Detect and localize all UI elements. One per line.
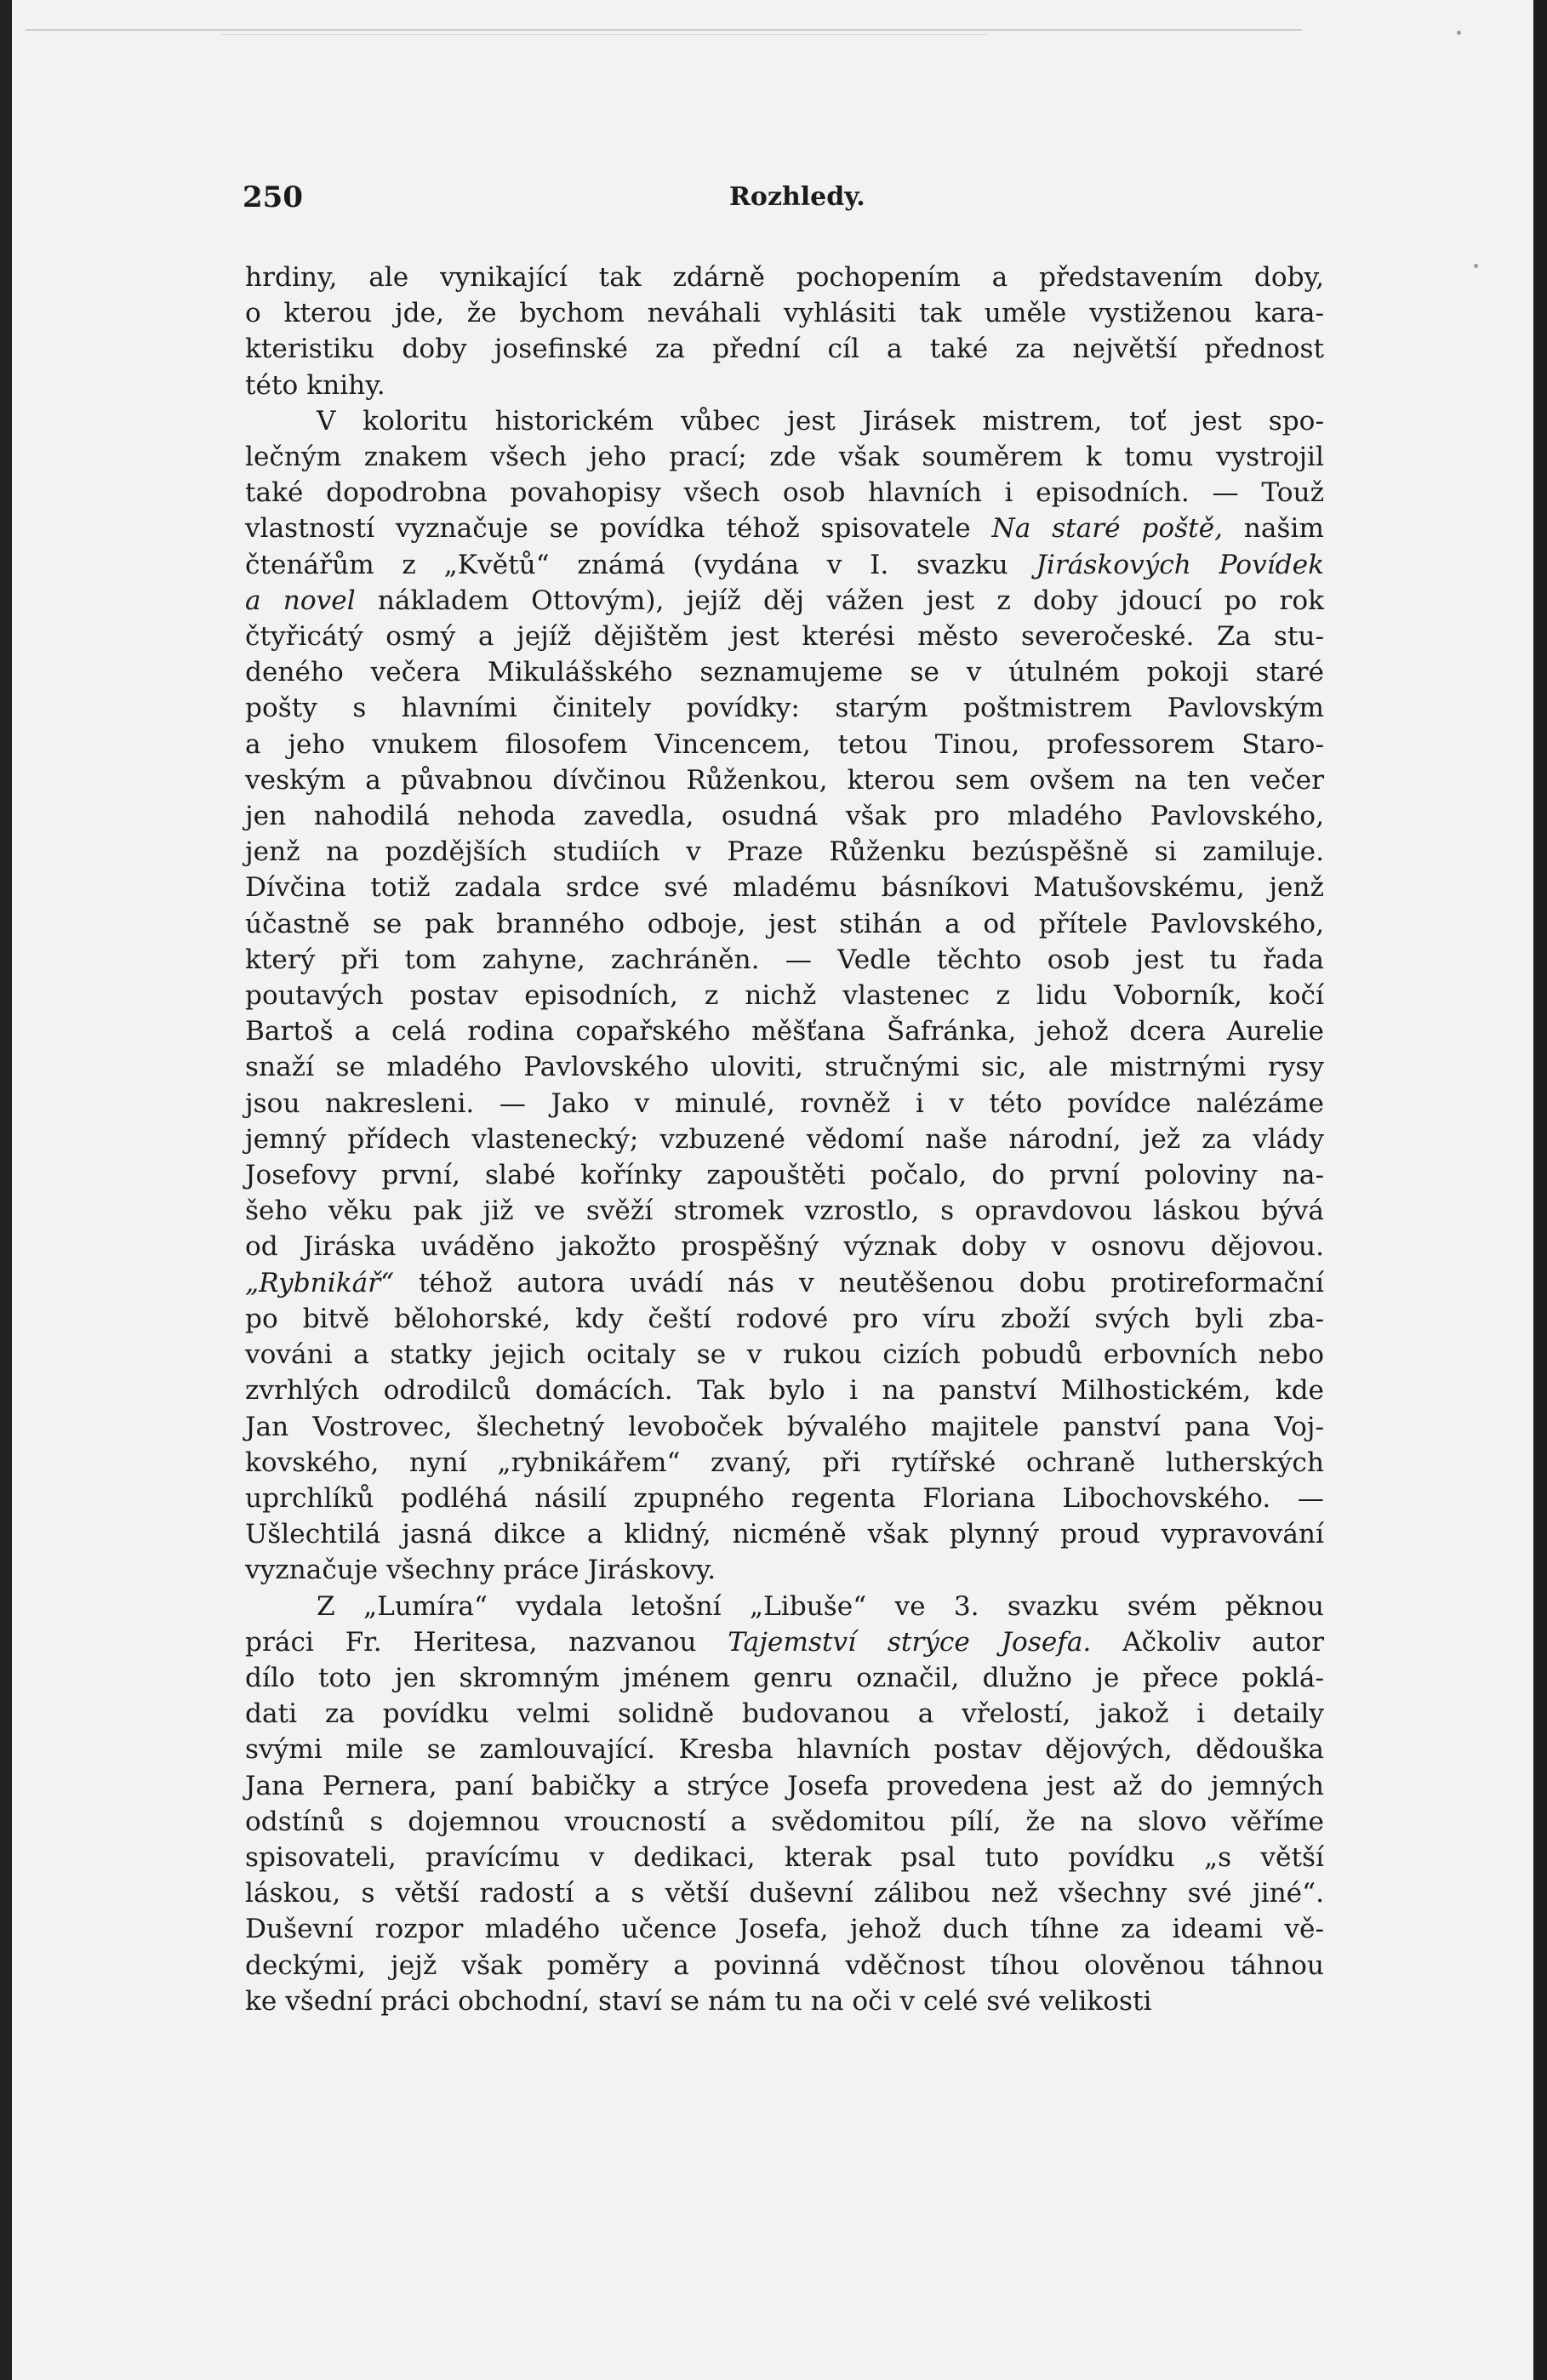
text-line xyxy=(245,368,1324,403)
text-segment: nákladem Ottovým), jejíž děj vážen jest z doby jdoucí po rok xyxy=(355,585,1325,616)
text-segment: V koloritu historickém vůbec jest Jirásek mistrem, toť jest spo- xyxy=(317,405,1324,437)
scan-artifact-line xyxy=(26,29,1302,31)
text-segment: odstínů s dojemnou vroucností a svědomitou pílí, že na slovo věříme xyxy=(245,1806,1324,1837)
text-line xyxy=(245,1049,1324,1085)
text-line xyxy=(245,1983,1324,2019)
text-line xyxy=(245,1768,1324,1804)
text-segment: snaží se mladého Pavlovského uloviti, stručnými sic, ale mistrnými rysy xyxy=(245,1052,1324,1083)
scan-speck xyxy=(1474,264,1478,268)
text-segment: čtyřicátý osmý a jejíž dějištěm jest kterési město severočeské. Za stu- xyxy=(245,621,1324,653)
text-line xyxy=(245,1265,1324,1301)
text-line xyxy=(245,1157,1324,1193)
text-segment: jenž na pozdějších studiích v Praze Růženku bezúspěšně si zamiluje. xyxy=(245,836,1324,868)
text-segment: poutavých postav episodních, z nichž vlastenec z lidu Voborník, kočí xyxy=(245,980,1324,1012)
text-segment: pošty s hlavními činitely povídky: starým poštmistrem Pavlovským xyxy=(245,693,1324,724)
text-segment: Z „Lumíra“ vydala letošní „Libuše“ ve 3. svazku svém pěknou xyxy=(317,1590,1324,1622)
text-segment: lečným znakem všech jeho prací; zde však souměrem k tomu vystrojil xyxy=(245,442,1324,473)
text-segment: který při tom zahyne, zachráněn. — Vedle těchto osob jest tu řada xyxy=(245,944,1324,975)
text-line xyxy=(245,1804,1324,1840)
body-text xyxy=(245,260,1324,2019)
scan-border-right xyxy=(1533,0,1547,2380)
text-line xyxy=(245,727,1324,762)
text-line xyxy=(245,1840,1324,1875)
text-line xyxy=(245,439,1324,475)
text-segment: jsou nakresleni. — Jako v minulé, rovněž i v této povídce nalézáme xyxy=(245,1087,1324,1119)
text-line xyxy=(245,1301,1324,1337)
text-segment: účastně se pak branného odboje, jest stihán a od přítele Pavlovského, xyxy=(245,908,1324,939)
text-line xyxy=(245,798,1324,834)
text-line xyxy=(245,1013,1324,1049)
text-segment: kteristiku doby josefinské za přední cíl a také za největší přednost xyxy=(245,334,1324,365)
page-header xyxy=(243,180,1327,223)
text-line xyxy=(245,403,1324,439)
text-segment: Ačkoliv autor xyxy=(1091,1626,1324,1658)
text-line xyxy=(245,1516,1324,1552)
text-segment: Jan Vostrovec, šlechetný levoboček bývalého majitele panství pana Voj- xyxy=(245,1411,1324,1442)
text-line xyxy=(245,1948,1324,1983)
text-segment: po bitvě bělohorské, kdy čeští rodové pro víru zboží svých byli zba- xyxy=(245,1303,1324,1334)
text-line xyxy=(245,331,1324,367)
text-line xyxy=(245,978,1324,1013)
italic-title: Tajemství strýce Josefa. xyxy=(728,1626,1092,1658)
page-number: 250 xyxy=(243,180,303,214)
text-line xyxy=(245,1229,1324,1264)
text-segment: Duševní rozpor mladého učence Josefa, jehož duch tíhne za ideami vě- xyxy=(245,1914,1324,1945)
scan-border-left xyxy=(0,0,12,2380)
text-segment: jemný přídech vlastenecký; vzbuzené vědomí naše národní, jež za vlády xyxy=(245,1123,1324,1155)
text-line xyxy=(245,1481,1324,1516)
text-segment: Ušlechtilá jasná dikce a klidný, nicméně však plynný proud vypravování xyxy=(245,1519,1324,1550)
text-line xyxy=(245,511,1324,546)
text-segment: ke všední práci obchodní, staví se nám tu na oči v celé své velikosti xyxy=(245,1985,1152,2017)
text-line xyxy=(245,654,1324,690)
text-segment: od Jiráska uváděno jakožto prospěšný význak doby v osnovu dějovou. xyxy=(245,1231,1324,1263)
text-segment: také dopodrobna povahopisy všech osob hlavních i episodních. — Touž xyxy=(245,477,1324,509)
text-segment: deného večera Mikulášského seznamujeme se v útulném pokoji staré xyxy=(245,657,1324,688)
text-segment: této knihy. xyxy=(245,369,385,401)
text-segment: Bartoš a celá rodina copařského měšťana Šafránka, jehož dcera Aurelie xyxy=(245,1016,1324,1047)
text-line xyxy=(245,475,1324,511)
italic-title: Na staré poště, xyxy=(991,513,1223,545)
text-line xyxy=(245,1624,1324,1660)
text-line xyxy=(245,906,1324,942)
text-segment: čtenářům z „Květů“ známá (vydána v I. svazku xyxy=(245,549,1036,580)
text-line xyxy=(245,1445,1324,1481)
text-line xyxy=(245,762,1324,798)
italic-title: a novel xyxy=(245,585,356,616)
text-line xyxy=(245,1660,1324,1696)
text-segment: zvrhlých odrodilců domácích. Tak bylo i na panství Milhostickém, kde xyxy=(245,1375,1324,1407)
text-segment: uprchlíků podléhá násilí zpupného regenta Floriana Libochovského. — xyxy=(245,1482,1324,1514)
text-segment: dílo toto jen skromným jménem genru označil, dlužno je přece poklá- xyxy=(245,1662,1324,1693)
text-line xyxy=(245,1122,1324,1157)
text-segment: a jeho vnukem filosofem Vincencem, tetou Tinou, professorem Staro- xyxy=(245,728,1324,760)
italic-title: Jiráskových Povídek xyxy=(1036,549,1324,580)
text-segment: vlastností vyznačuje se povídka téhož spisovatele xyxy=(245,513,992,545)
text-line xyxy=(245,870,1324,905)
text-segment: svými mile se zamlouvající. Kresba hlavních postav dějových, dědouška xyxy=(245,1734,1324,1766)
text-segment: o kterou jde, že bychom neváhali vyhlásiti tak uměle vystiženou kara- xyxy=(245,298,1324,329)
text-segment: veským a půvabnou dívčinou Růženkou, kterou sem ovšem na ten večer xyxy=(245,764,1324,796)
scan-artifact-line xyxy=(221,34,987,35)
text-segment: dati za povídku velmi solidně budovanou a vřelostí, jakož i detaily xyxy=(245,1698,1324,1730)
scan-speck xyxy=(1457,31,1461,35)
text-segment: Josefovy první, slabé kořínky zapouštěti počalo, do první poloviny na- xyxy=(245,1160,1324,1191)
text-segment: láskou, s větší radostí a s větší duševní zálibou než všechny své jiné“. xyxy=(245,1878,1324,1909)
text-line xyxy=(245,1589,1324,1624)
text-segment: práci Fr. Heritesa, nazvanou xyxy=(245,1626,728,1658)
text-segment: vyznačuje všechny práce Jiráskovy. xyxy=(245,1555,716,1586)
text-line xyxy=(245,1732,1324,1767)
text-line xyxy=(245,942,1324,978)
running-title: Rozhledy. xyxy=(729,182,865,212)
text-segment: jen nahodilá nehoda zavedla, osudná však pro mladého Pavlovského, xyxy=(245,801,1324,832)
italic-title: „Rybnikář“ xyxy=(245,1267,395,1298)
text-line xyxy=(245,1373,1324,1408)
text-line xyxy=(245,619,1324,654)
text-line xyxy=(245,295,1324,331)
text-line xyxy=(245,834,1324,870)
text-line xyxy=(245,260,1324,295)
text-segment: Dívčina totiž zadala srdce své mladému básníkovi Matušovskému, jenž xyxy=(245,872,1324,904)
text-segment: našim xyxy=(1223,513,1324,545)
text-line xyxy=(245,1552,1324,1588)
text-line xyxy=(245,547,1324,583)
text-line xyxy=(245,1696,1324,1732)
text-line xyxy=(245,583,1324,619)
text-segment: hrdiny, ale vynikající tak zdárně pochopením a představením doby, xyxy=(245,262,1324,293)
text-segment: šeho věku pak již ve svěží stromek vzrostlo, s opravdovou láskou bývá xyxy=(245,1196,1324,1227)
text-segment: deckými, jejž však poměry a povinná vděčnost tíhou olověnou táhnou xyxy=(245,1949,1324,1981)
text-segment: vováni a statky jejich ocitaly se v rukou cizích pobudů erbovních nebo xyxy=(245,1339,1324,1371)
text-line xyxy=(245,1875,1324,1911)
text-line xyxy=(245,1086,1324,1122)
text-segment: téhož autora uvádí nás v neutěšenou dobu protireformační xyxy=(394,1267,1324,1298)
text-line xyxy=(245,1911,1324,1947)
text-line xyxy=(245,1337,1324,1373)
text-segment: Jana Pernera, paní babičky a strýce Josefa provedena jest až do jemných xyxy=(245,1770,1324,1801)
text-line xyxy=(245,1193,1324,1229)
text-segment: kovského, nyní „rybnikářem“ zvaný, při rytířské ochraně lutherských xyxy=(245,1447,1324,1478)
text-segment: spisovateli, pravícímu v dedikaci, kterak psal tuto povídku „s větší xyxy=(245,1841,1324,1873)
text-line xyxy=(245,1409,1324,1445)
text-line xyxy=(245,690,1324,726)
